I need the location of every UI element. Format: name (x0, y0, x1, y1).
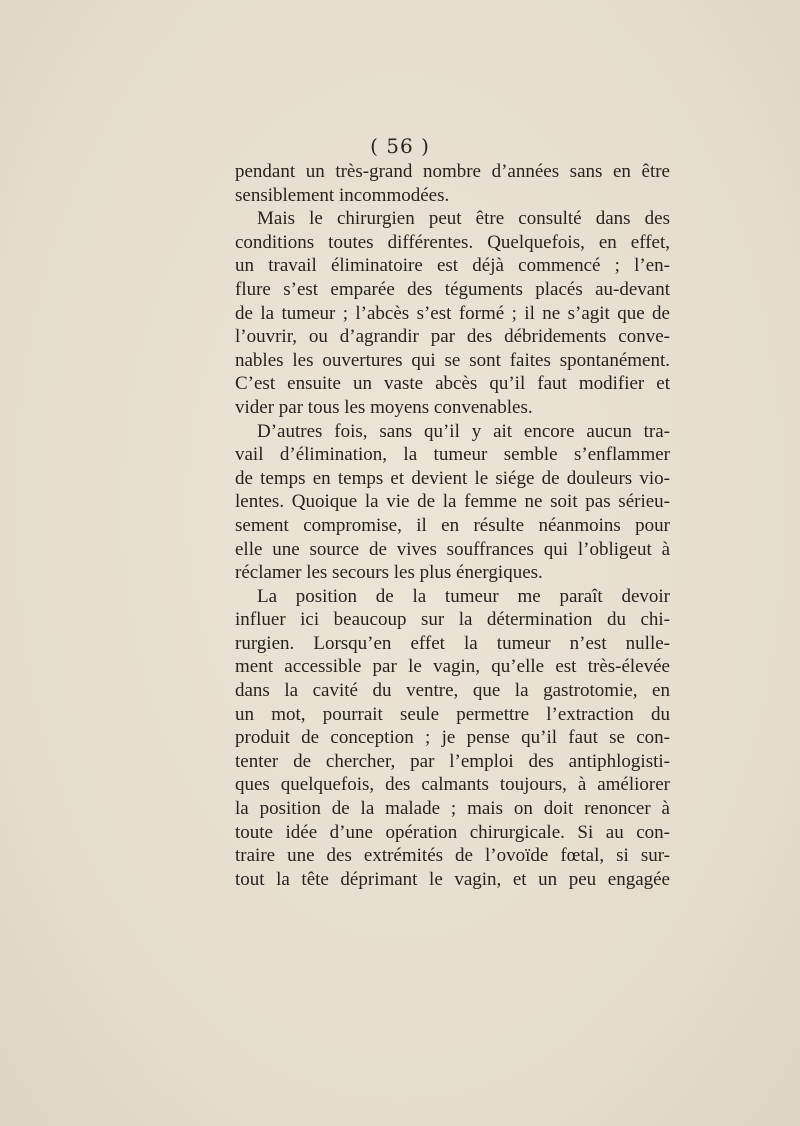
text-line: vail d’élimination, la tumeur semble s’enflammer (235, 444, 670, 466)
text-line: traire une des extrémités de l’ovoïde fœtal, si sur- (235, 845, 670, 867)
text-line: de temps en temps et devient le siége de douleurs vio- (235, 467, 670, 489)
text-line: lentes. Quoique la vie de la femme ne soit pas sérieu- (235, 491, 670, 513)
text-line: ques quelquefois, des calmants toujours, à améliorer (235, 774, 670, 796)
text-line: C’est ensuite un vaste abcès qu’il faut modifier et (235, 373, 670, 395)
text-line: conditions toutes différentes. Quelquefois, en effet, (235, 231, 670, 253)
text-line: un travail éliminatoire est déjà commencé ; l’en- (235, 255, 670, 277)
page-body-text (235, 160, 670, 891)
text-line: Mais le chirurgien peut être consulté dans des (257, 208, 670, 230)
page-number: ( 56 ) (370, 134, 430, 158)
text-line: flure s’est emparée des téguments placés au-devant (235, 278, 670, 300)
text-line: l’ouvrir, ou d’agrandir par des débridements conve- (235, 326, 670, 348)
text-line: tout la tête déprimant le vagin, et un peu engagée (235, 868, 670, 890)
text-line: ment accessible par le vagin, qu’elle est très-élevée (235, 656, 670, 678)
text-line: de la tumeur ; l’abcès s’est formé ; il ne s’agit que de (235, 302, 670, 324)
text-line: D’autres fois, sans qu’il y ait encore aucun tra- (257, 420, 670, 442)
text-line: toute idée d’une opération chirurgicale. Si au con- (235, 821, 670, 843)
text-line: produit de conception ; je pense qu’il faut se con- (235, 727, 670, 749)
text-line: pendant un très-grand nombre d’années sans en être (235, 161, 670, 182)
text-line: sement compromise, il en résulte néanmoins pour (235, 514, 670, 536)
text-line: la position de la malade ; mais on doit renoncer à (235, 798, 670, 820)
text-line: tenter de chercher, par l’emploi des antiphlogisti- (235, 750, 670, 772)
text-line: dans la cavité du ventre, que la gastrotomie, en (235, 680, 670, 702)
text-line: sensiblement incommodées. (235, 184, 450, 206)
text-line: réclamer les secours les plus énergiques. (235, 562, 543, 584)
text-line: La position de la tumeur me paraît devoir (257, 585, 670, 607)
text-line: rurgien. Lorsqu’en effet la tumeur n’est nulle- (235, 632, 670, 654)
text-line: nables les ouvertures qui se sont faites spontanément. (235, 349, 670, 371)
text-line: vider par tous les moyens convenables. (235, 396, 533, 418)
text-line: influer ici beaucoup sur la détermination du chi- (235, 609, 670, 631)
text-line: elle une source de vives souffrances qui l’obligeut à (235, 538, 670, 560)
text-line: un mot, pourrait seule permettre l’extraction du (235, 703, 670, 725)
